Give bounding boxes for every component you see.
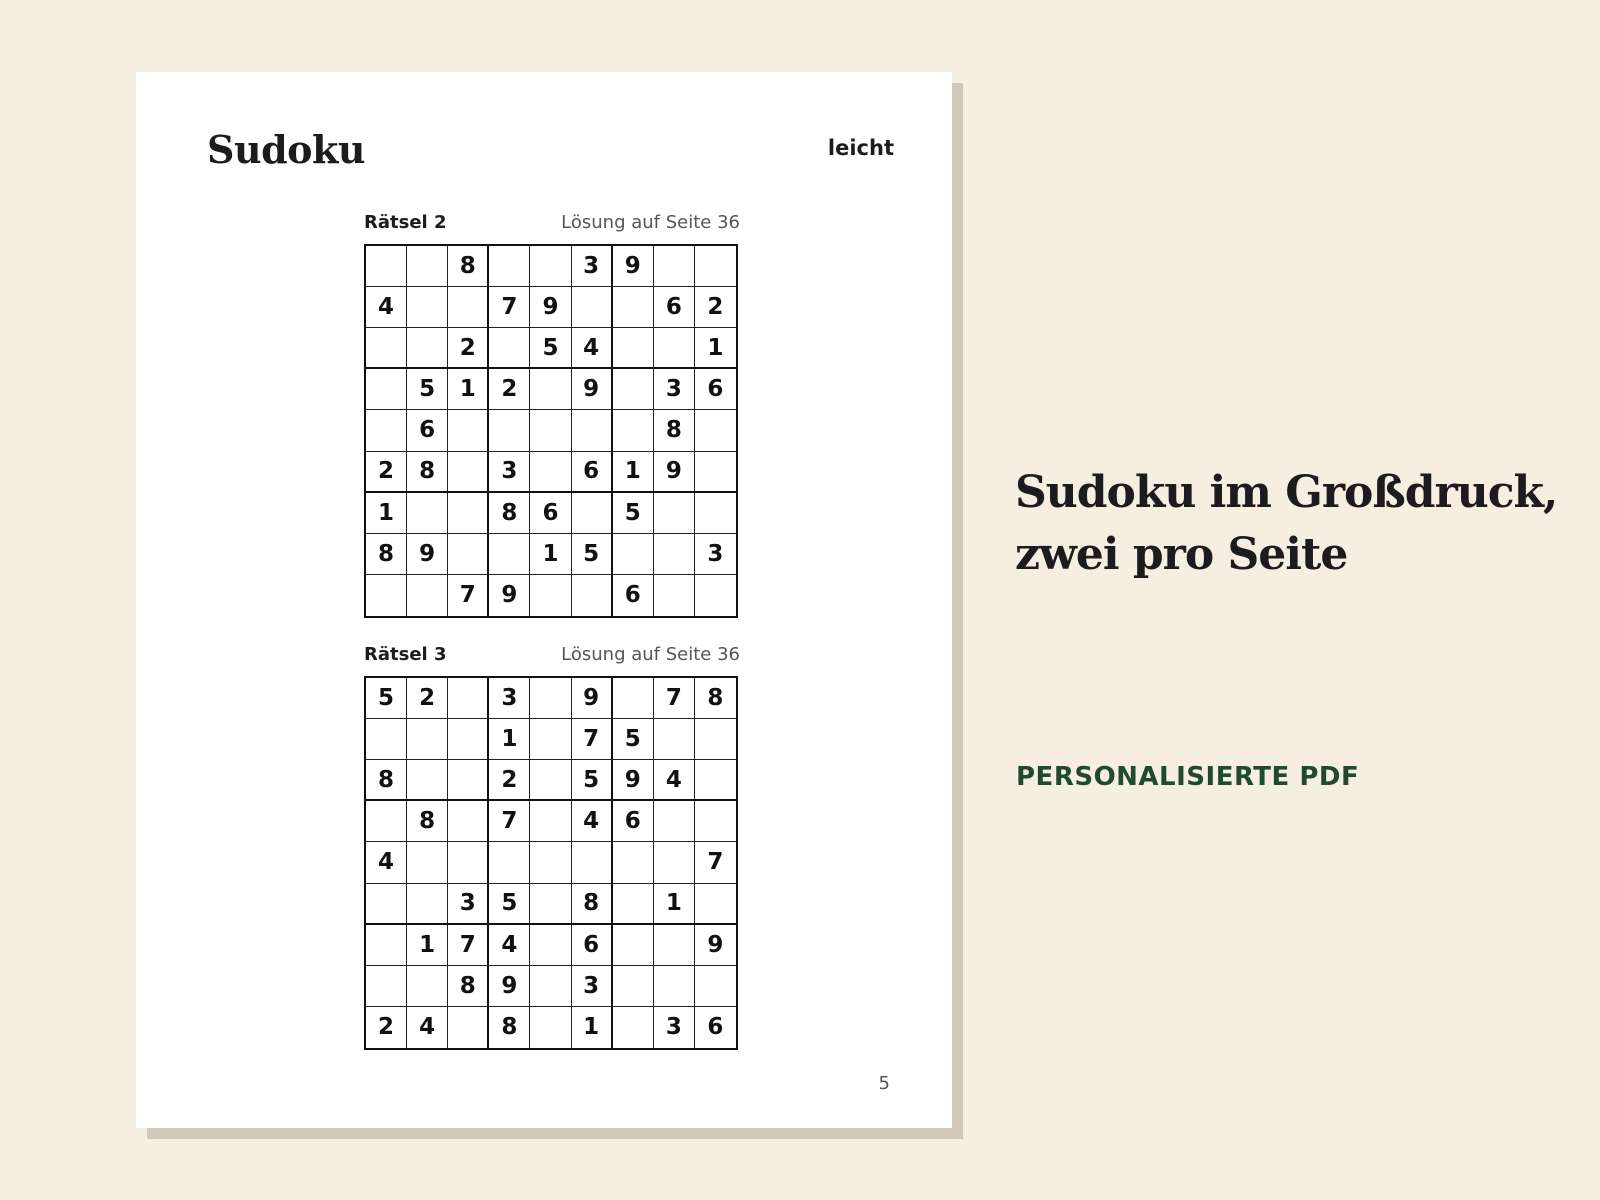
sudoku-cell: 6: [613, 801, 654, 842]
sudoku-cell: 9: [407, 534, 448, 575]
sudoku-cell: [613, 287, 654, 328]
sudoku-cell: [489, 534, 530, 575]
sudoku-cell: 9: [572, 369, 613, 410]
sudoku-cell: 6: [530, 493, 571, 534]
sudoku-cell: 2: [489, 369, 530, 410]
sudoku-cell: [613, 966, 654, 1007]
sudoku-cell: [448, 1007, 489, 1048]
sudoku-cell: 1: [530, 534, 571, 575]
sudoku-cell: 5: [489, 884, 530, 925]
sudoku-cell: [530, 966, 571, 1007]
sudoku-cell: [407, 966, 448, 1007]
sudoku-cell: 9: [613, 760, 654, 801]
sudoku-cell: 6: [572, 925, 613, 966]
puzzle-block: [364, 644, 740, 1050]
difficulty-label: leicht: [827, 136, 894, 160]
sudoku-cell: 4: [654, 760, 695, 801]
sudoku-cell: [654, 925, 695, 966]
sudoku-cell: 8: [448, 966, 489, 1007]
sudoku-cell: [572, 842, 613, 883]
promo-headline-line: zwei pro Seite: [1015, 529, 1348, 580]
sudoku-cell: [448, 719, 489, 760]
sudoku-grid: [364, 676, 738, 1050]
sudoku-cell: 9: [489, 966, 530, 1007]
puzzle-label: Rätsel 2: [364, 212, 447, 233]
sudoku-cell: [695, 452, 736, 493]
sudoku-cell: 8: [695, 678, 736, 719]
sudoku-cell: 3: [489, 678, 530, 719]
sudoku-cell: [530, 801, 571, 842]
sudoku-cell: [530, 575, 571, 616]
sudoku-cell: 8: [489, 1007, 530, 1048]
sudoku-cell: [448, 678, 489, 719]
sudoku-cell: 4: [366, 842, 407, 883]
sudoku-cell: [407, 842, 448, 883]
sudoku-cell: [654, 966, 695, 1007]
sudoku-cell: [448, 801, 489, 842]
sudoku-cell: [695, 801, 736, 842]
puzzle-header: [364, 644, 740, 674]
sudoku-cell: [572, 575, 613, 616]
sudoku-cell: 1: [366, 493, 407, 534]
sudoku-cell: [613, 534, 654, 575]
sudoku-cell: [695, 966, 736, 1007]
sudoku-cell: [366, 801, 407, 842]
sudoku-cell: 3: [654, 369, 695, 410]
sudoku-cell: [448, 287, 489, 328]
sudoku-cell: 1: [489, 719, 530, 760]
sudoku-cell: [366, 966, 407, 1007]
sudoku-cell: 5: [613, 719, 654, 760]
solution-reference: Lösung auf Seite 36: [561, 212, 740, 233]
sudoku-cell: [613, 369, 654, 410]
sudoku-cell: [448, 452, 489, 493]
sudoku-cell: 8: [654, 410, 695, 451]
sudoku-cell: [407, 287, 448, 328]
sudoku-cell: [407, 884, 448, 925]
sudoku-cell: 8: [489, 493, 530, 534]
sudoku-cell: [407, 246, 448, 287]
promo-headline-line: Sudoku im Großdruck,: [1015, 467, 1558, 518]
sudoku-cell: 7: [448, 925, 489, 966]
sudoku-cell: 1: [448, 369, 489, 410]
sudoku-cell: 3: [448, 884, 489, 925]
sudoku-cell: 9: [530, 287, 571, 328]
sudoku-cell: [448, 760, 489, 801]
sudoku-cell: 4: [572, 801, 613, 842]
sudoku-cell: [572, 493, 613, 534]
sudoku-cell: 1: [572, 1007, 613, 1048]
sudoku-cell: [613, 410, 654, 451]
sudoku-cell: [654, 493, 695, 534]
sudoku-cell: 2: [366, 1007, 407, 1048]
solution-reference: Lösung auf Seite 36: [561, 644, 740, 665]
sudoku-cell: [407, 328, 448, 369]
sudoku-cell: 2: [695, 287, 736, 328]
sudoku-cell: [695, 246, 736, 287]
sudoku-cell: [489, 246, 530, 287]
sudoku-cell: [366, 925, 407, 966]
sudoku-cell: [695, 884, 736, 925]
sudoku-cell: 8: [407, 452, 448, 493]
sudoku-cell: 1: [407, 925, 448, 966]
sudoku-cell: 6: [407, 410, 448, 451]
sudoku-cell: 7: [572, 719, 613, 760]
sudoku-cell: 6: [695, 369, 736, 410]
sudoku-cell: 4: [366, 287, 407, 328]
sudoku-cell: 4: [489, 925, 530, 966]
sudoku-cell: [654, 842, 695, 883]
sudoku-cell: [654, 328, 695, 369]
sudoku-cell: [489, 410, 530, 451]
sudoku-cell: 6: [572, 452, 613, 493]
sudoku-cell: [366, 410, 407, 451]
sudoku-cell: [613, 678, 654, 719]
sudoku-cell: 3: [572, 966, 613, 1007]
sudoku-cell: 5: [530, 328, 571, 369]
sudoku-cell: 9: [489, 575, 530, 616]
sudoku-cell: 6: [654, 287, 695, 328]
sudoku-cell: 7: [489, 287, 530, 328]
sudoku-grid: [364, 244, 738, 618]
sudoku-cell: [530, 410, 571, 451]
sudoku-cell: [366, 369, 407, 410]
sudoku-cell: [366, 884, 407, 925]
sudoku-cell: [572, 287, 613, 328]
sudoku-cell: 5: [613, 493, 654, 534]
sudoku-cell: [448, 410, 489, 451]
preview-page: [136, 72, 952, 1128]
sudoku-cell: [654, 246, 695, 287]
sudoku-cell: [654, 575, 695, 616]
sudoku-cell: [530, 925, 571, 966]
puzzle-label: Rätsel 3: [364, 644, 447, 665]
sudoku-cell: [530, 452, 571, 493]
sudoku-cell: 8: [407, 801, 448, 842]
sudoku-cell: 9: [695, 925, 736, 966]
sudoku-cell: 3: [489, 452, 530, 493]
sudoku-cell: [448, 534, 489, 575]
sudoku-cell: 6: [613, 575, 654, 616]
sudoku-cell: 2: [366, 452, 407, 493]
sudoku-cell: 2: [448, 328, 489, 369]
sudoku-cell: [654, 534, 695, 575]
sudoku-cell: 5: [407, 369, 448, 410]
sudoku-cell: [407, 493, 448, 534]
sudoku-cell: 3: [695, 534, 736, 575]
sudoku-cell: 2: [489, 760, 530, 801]
sudoku-cell: [613, 842, 654, 883]
sudoku-cell: [654, 719, 695, 760]
sudoku-cell: 8: [572, 884, 613, 925]
sudoku-cell: [613, 884, 654, 925]
sudoku-cell: [695, 410, 736, 451]
sudoku-cell: 1: [654, 884, 695, 925]
sudoku-cell: 9: [613, 246, 654, 287]
page-number: 5: [878, 1073, 890, 1094]
sudoku-cell: [613, 328, 654, 369]
sudoku-cell: [613, 1007, 654, 1048]
sudoku-cell: 5: [366, 678, 407, 719]
sudoku-cell: [695, 575, 736, 616]
sudoku-cell: [695, 493, 736, 534]
sudoku-cell: [407, 719, 448, 760]
sudoku-cell: [530, 246, 571, 287]
sudoku-cell: 3: [572, 246, 613, 287]
sudoku-cell: 8: [366, 760, 407, 801]
sudoku-cell: [530, 884, 571, 925]
puzzle-block: [364, 212, 740, 618]
sudoku-cell: [448, 493, 489, 534]
sudoku-cell: 5: [572, 760, 613, 801]
sudoku-cell: [366, 719, 407, 760]
sudoku-cell: 6: [707, 1014, 724, 1041]
sudoku-cell: [407, 575, 448, 616]
sudoku-cell: 7: [654, 678, 695, 719]
sudoku-cell: [572, 410, 613, 451]
sudoku-cell: [695, 719, 736, 760]
sudoku-cell: [530, 1007, 571, 1048]
sudoku-cell: [654, 801, 695, 842]
sudoku-cell: 1: [613, 452, 654, 493]
sudoku-cell: [530, 719, 571, 760]
sudoku-cell: [366, 246, 407, 287]
sudoku-cell: [530, 760, 571, 801]
sudoku-cell: [489, 328, 530, 369]
sudoku-cell: 9: [654, 452, 695, 493]
page-title: Sudoku: [207, 127, 365, 172]
sudoku-cell: 8: [448, 246, 489, 287]
sudoku-cell: [366, 575, 407, 616]
sudoku-cell: 9: [572, 678, 613, 719]
sudoku-cell: [530, 678, 571, 719]
promo-headline: [1015, 462, 1575, 586]
sudoku-cell: 7: [489, 801, 530, 842]
sudoku-cell: 7: [448, 575, 489, 616]
sudoku-cell: 7: [695, 842, 736, 883]
sudoku-cell: [613, 925, 654, 966]
promo-tagline: PERSONALISIERTE PDF: [1016, 762, 1360, 792]
sudoku-cell: 3: [654, 1007, 695, 1048]
puzzle-header: [364, 212, 740, 242]
sudoku-cell: 1: [695, 328, 736, 369]
sudoku-cell: [695, 760, 736, 801]
sudoku-cell: 2: [407, 678, 448, 719]
sudoku-cell: 5: [572, 534, 613, 575]
sudoku-cell: [530, 842, 571, 883]
sudoku-cell: [448, 842, 489, 883]
sudoku-cell: 4: [407, 1007, 448, 1048]
sudoku-cell: [407, 760, 448, 801]
sudoku-cell: 4: [572, 328, 613, 369]
sudoku-cell: [530, 369, 571, 410]
sudoku-cell: [489, 842, 530, 883]
sudoku-cell: 8: [366, 534, 407, 575]
sudoku-cell: [366, 328, 407, 369]
